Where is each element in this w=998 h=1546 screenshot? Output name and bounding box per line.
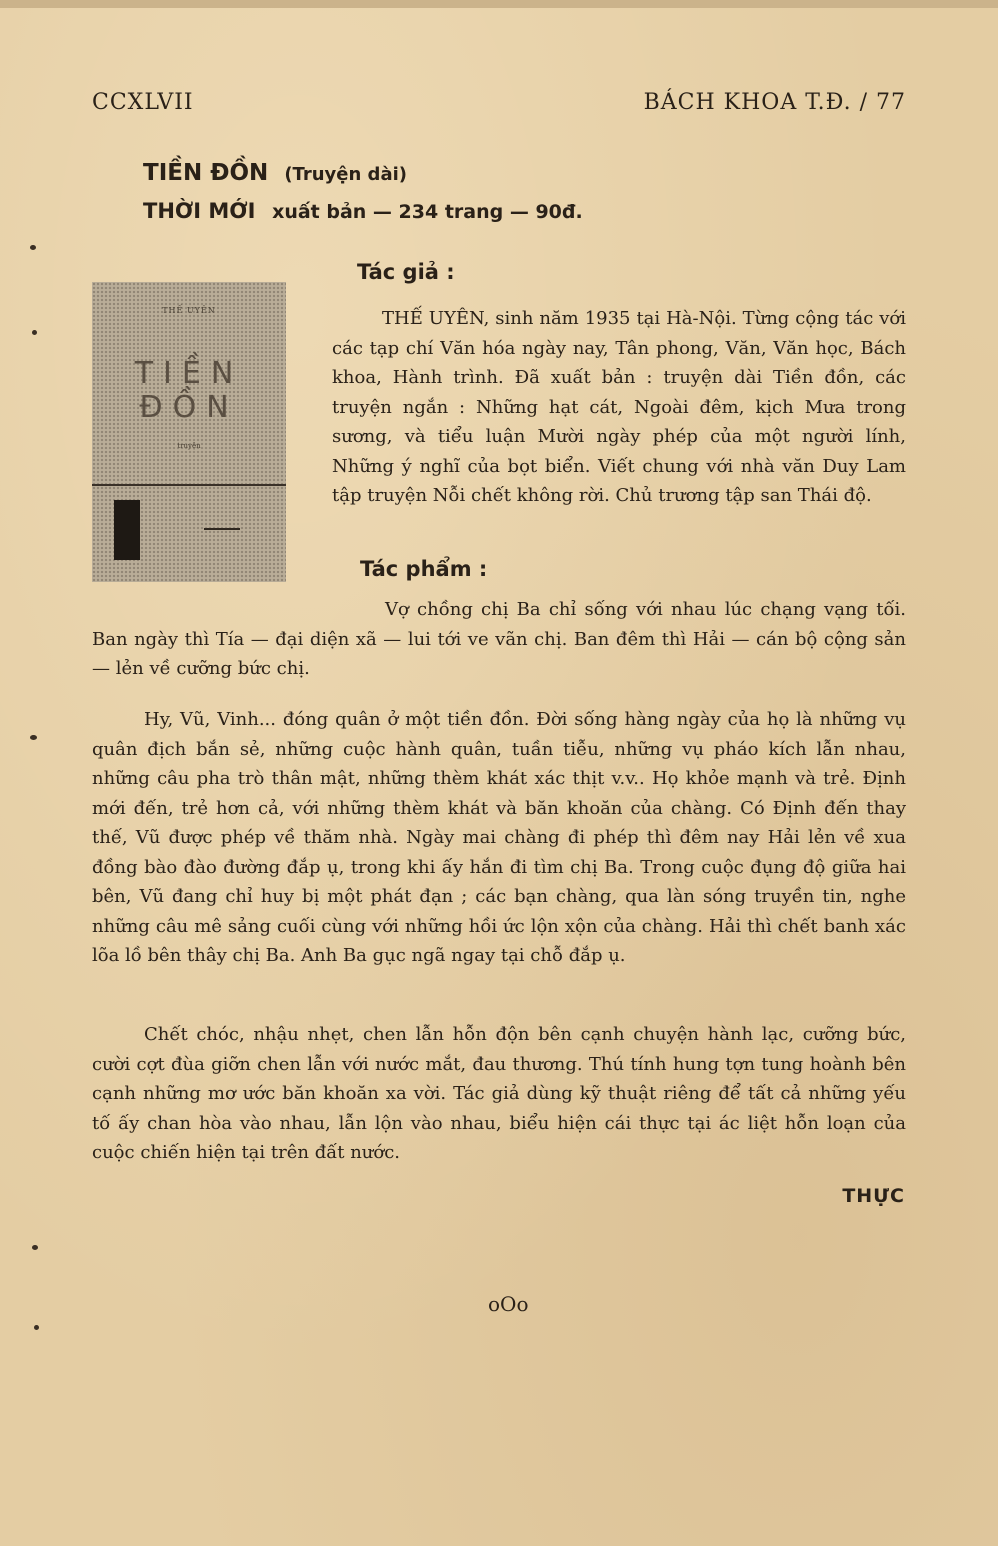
page-top-edge <box>0 0 998 8</box>
publication-details: xuất bản — 234 trang — 90đ. <box>272 201 583 223</box>
cover-author: THẾ UYÊN <box>162 306 216 315</box>
reviewer-signature: THỰC <box>842 1185 905 1207</box>
cover-dash <box>204 528 240 530</box>
margin-speck <box>30 245 36 250</box>
book-title-main: TIỀN ĐỒN <box>143 160 269 186</box>
work-paragraph-1: Vợ chồng chị Ba chỉ sống với nhau lúc chạng vạng tối. Ban ngày thì Tía — đại diện xã — lui tới ve vãn chị. Ban đêm thì Hải — cán bộ cộng sản — lẻn về cưỡng bức chị. <box>92 599 906 679</box>
margin-speck <box>34 1325 39 1330</box>
author-bio: THẾ UYÊN, sinh năm 1935 tại Hà-Nội. Từng cộng tác với các tạp chí Văn hóa ngày nay, Tân phong, Văn, Văn học, Bách khoa, Hành trình. Đã xuất bản : truyện dài Tiền đồn, các truyện ngắn : Những hạt cát, Ngoài đêm, kịch Mưa trong sương, và tiểu luận Mười ngày phép của một người lính, Những ý nghĩ của bọt biển. Viết chung với nhà văn Duy Lam tập truyện Nỗi chết không rời. Chủ trương tập san Thái độ. <box>332 308 906 506</box>
header-magazine-page: BÁCH KHOA T.Đ. / 77 <box>643 90 906 115</box>
cover-title-line2: ĐỒN <box>139 390 239 425</box>
author-heading: Tác giả : <box>357 260 455 284</box>
margin-speck <box>32 330 37 335</box>
cover-dark-block <box>114 500 140 560</box>
header-roman-numeral: CCXLVII <box>92 90 194 115</box>
publisher-name: THỜI MỚI <box>143 199 256 223</box>
cover-genre: truyện <box>177 442 201 450</box>
book-title <box>143 160 407 186</box>
work-heading: Tác phẩm : <box>360 557 488 581</box>
work-paragraph-2: Hy, Vũ, Vinh... đóng quân ở một tiền đồn. Đời sống hàng ngày của họ là những vụ quân địch bắn sẻ, những cuộc hành quân, tuần tiễu, những vụ pháo kích lẫn nhau, những câu pha trò thân mật, những thèm khát xác thịt v.v.. Họ khỏe mạnh và trẻ. Định mới đến, trẻ hơn cả, với những thèm khát và băn khoăn của chàng. Có Định đến thay thế, Vũ được phép về thăm nhà. Ngày mai chàng đi phép thì đêm nay Hải lẻn về xua đồng bào đào đường đắp ụ, trong khi ấy hắn đi tìm chị Ba. Trong cuộc đụng độ giữa hai bên, Vũ đang chỉ huy bị một phát đạn ; các bạn chàng, qua làn sóng truyền tin, nghe những câu mê sảng cuối cùng với những hồi ức lộn xộn của chàng. Hải thì chết banh xác lõa lồ bên thây chị Ba. Anh Ba gục ngã ngay tại chỗ đắp ụ. <box>92 709 906 966</box>
cover-divider <box>92 484 286 486</box>
cover-title-line1: TIỀN <box>134 356 244 391</box>
publication-line <box>143 199 583 223</box>
end-mark: oOo <box>488 1292 529 1316</box>
book-cover-image <box>92 282 286 582</box>
work-paragraph-3: Chết chóc, nhậu nhẹt, chen lẫn hỗn độn bên cạnh chuyện hành lạc, cưỡng bức, cười cợt đùa giỡn chen lẫn với nước mắt, đau thương. Thú tính hung tợn tung hoành bên cạnh những mơ ước băn khoăn xa vời. Tác giả dùng kỹ thuật riêng để tất cả những yếu tố ấy chan hòa vào nhau, lẫn lộn vào nhau, biểu hiện cái thực tại ác liệt hỗn loạn của cuộc chiến hiện tại trên đất nước. <box>92 1024 906 1163</box>
book-title-genre: (Truyện dài) <box>284 164 407 185</box>
margin-speck <box>32 1245 38 1250</box>
page-header <box>92 90 906 120</box>
margin-speck <box>30 735 37 740</box>
